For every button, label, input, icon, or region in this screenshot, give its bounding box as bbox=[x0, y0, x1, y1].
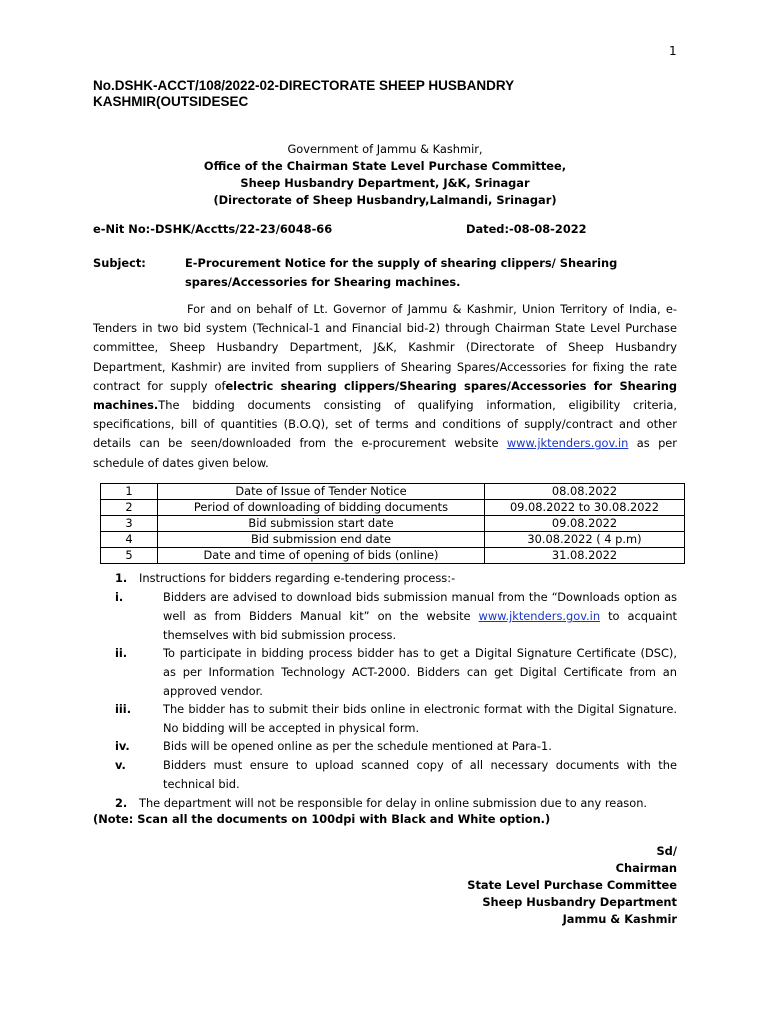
body-text-part1: For and on behalf of Lt. Governor of Jammu & Kashmir, Union Territory of India, e-Tenders in two bid system (Technical-1 and Financial bid-2) through Chairman State Level Purchase committee, Sheep Husbandry Department, J&K, Kashmir (Directorate of Sheep Husbandry Department, Kashmir) are invited from suppliers of Shearing Spares/Accessories for fixing the rate contract for supply of bbox=[93, 302, 677, 393]
letterhead-directorate: (Directorate of Sheep Husbandry,Lalmandi, Srinagar) bbox=[213, 193, 557, 207]
instruction-item bbox=[93, 644, 677, 701]
instruction-item bbox=[93, 756, 677, 794]
table-row bbox=[101, 548, 685, 564]
instructions-heading bbox=[93, 569, 677, 589]
point-two-text: The department will not be responsible for delay in online submission due to any reason. bbox=[139, 796, 648, 810]
row-date: 08.08.2022 bbox=[485, 484, 685, 500]
instruction-text: To participate in bidding process bidder has to get a Digital Signature Certificate (DSC), as per Information Technology ACT-2000. Bidders can get Digital Certificate from an approved vendor. bbox=[163, 646, 677, 698]
row-event: Bid submission end date bbox=[158, 532, 485, 548]
row-event: Bid submission start date bbox=[158, 516, 485, 532]
row-number: 4 bbox=[101, 532, 158, 548]
subject-text: E-Procurement Notice for the supply of shearing clippers/ Shearing spares/Accessories for Shearing machines. bbox=[185, 256, 618, 289]
signature-sd: Sd/ bbox=[656, 844, 677, 858]
instruction-item bbox=[93, 737, 677, 757]
row-number: 2 bbox=[101, 500, 158, 516]
enit-line bbox=[93, 222, 677, 236]
instruction-text-a: Bidders are advised to download bids submission manual from the “Downloads option as well as from Bidders Manual kit” on the website bbox=[163, 590, 677, 623]
body-text-part2: The bidding documents consisting of qualifying information, eligibility criteria, specifications, bill of quantities (B.O.Q), set of terms and conditions of supply/contract and other details can be seen/downloaded from the e-procurement website bbox=[93, 398, 677, 451]
point-two bbox=[93, 794, 677, 814]
body-bold-items: electric shearing clippers/Shearing spares/Accessories for Shearing machines. bbox=[93, 378, 677, 413]
row-date: 09.08.2022 to 30.08.2022 bbox=[485, 500, 685, 516]
subject-label: Subject: bbox=[93, 256, 146, 270]
signature-department: Sheep Husbandry Department bbox=[482, 895, 677, 909]
row-event: Period of downloading of bidding documents bbox=[158, 500, 485, 516]
scan-note: (Note: Scan all the documents on 100dpi with Black and White option.) bbox=[93, 812, 551, 826]
body-text-part3: as per schedule of dates given below. bbox=[93, 436, 677, 470]
enit-number: e-Nit No:-DSHK/Acctts/22-23/6048-66 bbox=[93, 222, 333, 236]
row-event: Date of Issue of Tender Notice bbox=[158, 484, 485, 500]
table-row bbox=[101, 516, 685, 532]
letterhead-government: Government of Jammu & Kashmir, bbox=[287, 142, 483, 156]
table-row bbox=[101, 532, 685, 548]
instruction-number: v. bbox=[115, 758, 126, 772]
website-link[interactable]: www.jktenders.gov.in bbox=[506, 436, 629, 451]
signature-committee: State Level Purchase Committee bbox=[467, 878, 677, 892]
instruction-number: iv. bbox=[115, 739, 130, 753]
instructions-heading-number: 1. bbox=[115, 571, 128, 585]
page-number: 1 bbox=[669, 44, 677, 58]
instruction-text bbox=[163, 588, 677, 645]
instruction-number: iii. bbox=[115, 702, 132, 716]
row-number: 5 bbox=[101, 548, 158, 564]
point-two-number: 2. bbox=[115, 796, 128, 810]
instruction-text: The bidder has to submit their bids online in electronic format with the Digital Signature. No bidding will be accepted in physical form. bbox=[163, 702, 677, 735]
schedule-table bbox=[100, 483, 685, 564]
instructions-heading-text: Instructions for bidders regarding e-tendering process:- bbox=[139, 571, 456, 585]
website-link-instructions[interactable]: www.jktenders.gov.in bbox=[478, 609, 601, 623]
letterhead-department: Sheep Husbandry Department, J&K, Srinagar bbox=[240, 176, 530, 190]
instruction-item bbox=[93, 588, 677, 645]
row-date: 30.08.2022 ( 4 p.m) bbox=[485, 532, 685, 548]
instruction-text: Bidders must ensure to upload scanned copy of all necessary documents with the technical bid. bbox=[163, 758, 677, 791]
instruction-number: ii. bbox=[115, 646, 128, 660]
row-date: 09.08.2022 bbox=[485, 516, 685, 532]
table-row bbox=[101, 500, 685, 516]
body-paragraph bbox=[93, 300, 677, 473]
signature-place: Jammu & Kashmir bbox=[562, 912, 677, 926]
row-number: 1 bbox=[101, 484, 158, 500]
letterhead bbox=[93, 141, 677, 209]
enit-date: Dated:-08-08-2022 bbox=[466, 222, 587, 236]
instruction-text-b: to acquaint themselves with bid submission process. bbox=[163, 609, 678, 642]
instruction-text: Bids will be opened online as per the schedule mentioned at Para-1. bbox=[163, 739, 552, 753]
instruction-item bbox=[93, 700, 677, 738]
row-number: 3 bbox=[101, 516, 158, 532]
signature-designation: Chairman bbox=[615, 861, 677, 875]
row-event: Date and time of opening of bids (online) bbox=[158, 548, 485, 564]
signature-block bbox=[467, 843, 677, 928]
table-row bbox=[101, 484, 685, 500]
letterhead-office: Office of the Chairman State Level Purchase Committee, bbox=[203, 159, 567, 173]
document-title: No.DSHK-ACCT/108/2022-02-DIRECTORATE SHEEP HUSBANDRY KASHMIR(OUTSIDESEC bbox=[93, 78, 514, 109]
row-date: 31.08.2022 bbox=[485, 548, 685, 564]
instruction-number: i. bbox=[115, 590, 124, 604]
